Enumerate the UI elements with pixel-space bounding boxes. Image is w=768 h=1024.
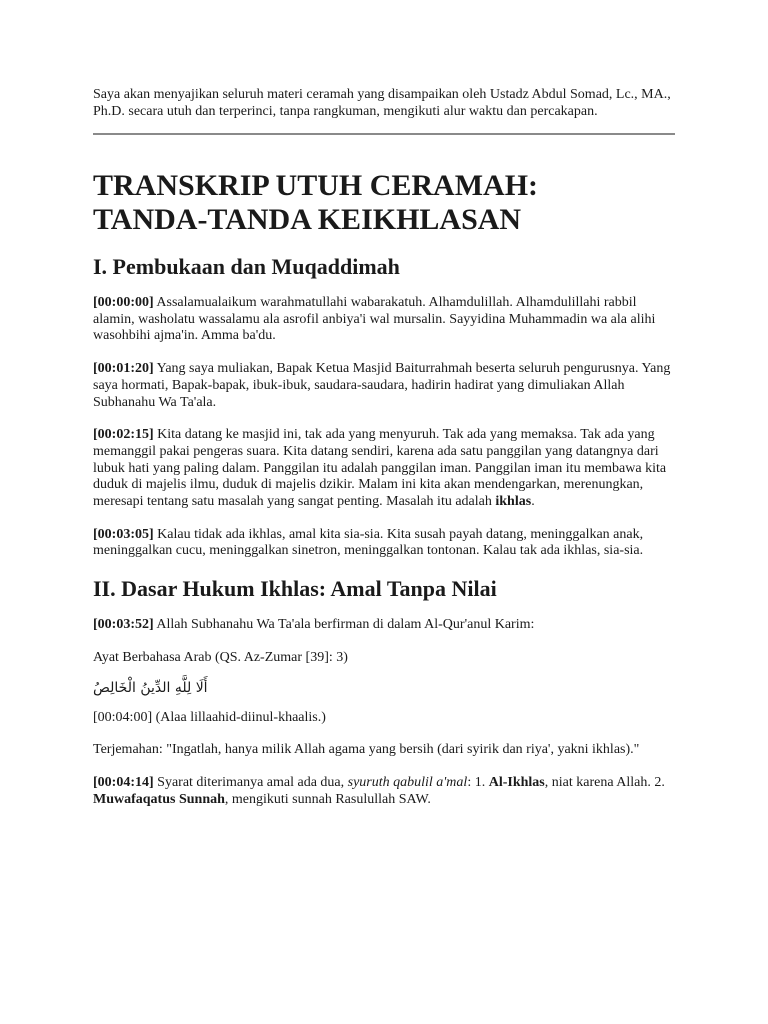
paragraph-00-00-00 bbox=[93, 295, 675, 345]
translation: Terjemahan: "Ingatlah, hanya milik Allah agama yang bersih (dari syirik dan riya', yakni ikhlas)." bbox=[93, 742, 640, 758]
paragraph-00-03-05 bbox=[93, 527, 675, 560]
intro-paragraph: Saya akan menyajikan seluruh materi ceramah yang disampaikan oleh Ustadz Abdul Somad, Lc., MA., Ph.D. secara utuh dan terperinci, tanpa rangkuman, mengikuti alur waktu dan percakapan. bbox=[93, 87, 671, 119]
keyword-al-ikhlas: Al-Ikhlas bbox=[488, 774, 545, 790]
transliteration: [00:04:00] (Alaa lillaahid-diinul-khaalis.) bbox=[93, 709, 326, 725]
timestamp: [00:00:00] bbox=[93, 295, 154, 310]
horizontal-divider bbox=[93, 133, 675, 135]
document-title bbox=[93, 169, 675, 237]
paragraph-text: : 1. bbox=[467, 774, 489, 790]
section-2-heading: II. Dasar Hukum Ikhlas: Amal Tanpa Nilai bbox=[93, 576, 497, 602]
paragraph-text: , mengikuti sunnah Rasulullah SAW. bbox=[224, 791, 431, 807]
paragraph-00-03-52 bbox=[93, 617, 675, 634]
document-page bbox=[93, 86, 675, 808]
paragraph-00-04-14 bbox=[93, 775, 675, 808]
paragraph-text: Allah Subhanahu Wa Ta'ala berfirman di dalam Al-Qur'anul Karim: bbox=[153, 617, 535, 633]
keyword-ikhlas: ikhlas bbox=[495, 494, 532, 510]
title-line-2: TANDA-TANDA KEIKHLASAN bbox=[93, 203, 522, 236]
paragraph-00-01-20 bbox=[93, 361, 675, 411]
section-1-heading: I. Pembukaan dan Muqaddimah bbox=[93, 254, 400, 279]
paragraph-text: Syarat diterimanya amal ada dua, bbox=[153, 774, 348, 790]
paragraph-text: , niat karena Allah. 2. bbox=[544, 774, 665, 790]
paragraph-text: Kalau tidak ada ikhlas, amal kita sia-sia. Kita susah payah datang, meninggalkan anak, meninggalkan cucu, meninggalkan sinetron, meninggalkan tontonan. Kalau tak ada ikhlas, sia-sia. bbox=[93, 526, 644, 559]
paragraph-text: Assalamualaikum warahmatullahi wabarakatuh. Alhamdulillah. Alhamdulillahi rabbil alamin, washolatu wassalamu ala asrofil anbiya'i wal mursalin. Sayyidina Muhammadin wa ala alihi wasohbihi ajma'in. Amma ba'du. bbox=[93, 295, 656, 344]
timestamp: [00:02:15] bbox=[93, 427, 154, 443]
ayat-label: Ayat Berbahasa Arab (QS. Az-Zumar [39]: 3) bbox=[93, 649, 348, 665]
paragraph-text: Kita datang ke masjid ini, tak ada yang menyuruh. Tak ada yang memaksa. Tak ada yang memanggil pakai pengeras suara. Kita datang sendiri, karena ada satu panggilan yang datangnya dari lubuk hati yang paling dalam. Panggilan itu adalah panggilan iman. Panggilan iman itu membawa kita duduk di majelis ilmu, duduk di majelis dzikir. Malam ini kita akan mendengarkan, merenungkan, meresapi tentang satu masalah yang sangat penting. Masalah itu adalah bbox=[93, 427, 667, 510]
arabic-verse: أَلَا لِلَّهِ الدِّينُ الْخَالِصُ bbox=[93, 679, 208, 696]
timestamp: [00:04:14] bbox=[93, 774, 154, 790]
timestamp: [00:03:05] bbox=[93, 526, 154, 542]
italic-term: syuruth qabulil a'mal bbox=[347, 774, 468, 790]
timestamp: [00:03:52] bbox=[93, 617, 154, 633]
paragraph-00-02-15 bbox=[93, 427, 675, 511]
paragraph-text: Yang saya muliakan, Bapak Ketua Masjid Baiturrahmah beserta seluruh pengurusnya. Yang saya hormati, Bapak-bapak, ibuk-ibuk, saudara-saudara, hadirin hadirat yang dimuliakan Allah Subhanahu Wa Ta'ala. bbox=[93, 361, 671, 410]
title-line-1: TRANSKRIP UTUH CERAMAH: bbox=[93, 169, 539, 202]
paragraph-end: . bbox=[531, 494, 535, 510]
keyword-muwafaqatus-sunnah: Muwafaqatus Sunnah bbox=[93, 791, 225, 807]
timestamp: [00:01:20] bbox=[93, 361, 154, 377]
